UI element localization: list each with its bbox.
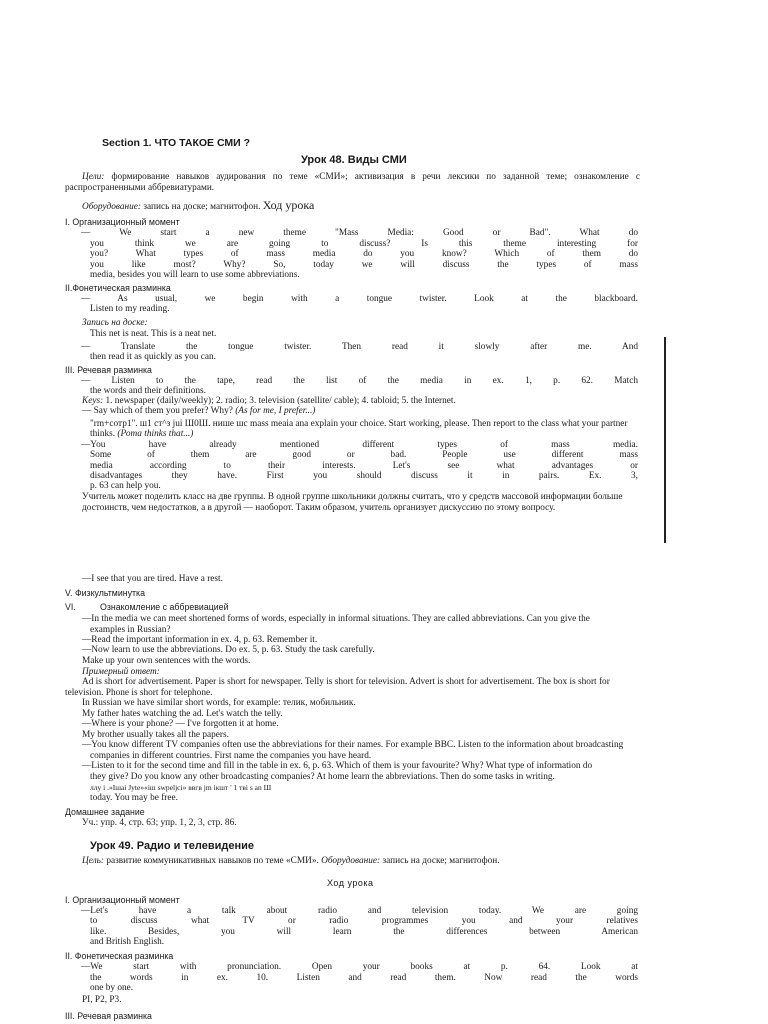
abbr-line-3: —Read the important information in ex. 4, p. 63. Remember it. xyxy=(82,635,318,645)
lesson-49-goal: Цель: развитие коммуникативных навыков по теме «СМИ». Оборудование: запись на доске; магнитофон. xyxy=(82,856,500,866)
speech-line-5: thinks. (Рота thinks that...) xyxy=(90,429,194,439)
abbr-line-15: they give? Do you know any other broadcasting companies? At home learn the abbreviations. Then do some tasks in writing. xyxy=(90,772,555,782)
goal-line-2: распространенными аббревиатурами. xyxy=(65,183,215,193)
tired-line: —I see that you are tired. Have a rest. xyxy=(82,574,223,584)
keys-line: Keys: 1. newspaper (daily/weekly); 2. radio; 3. television (satellite/ cable); 4. tabloid; 5. the Internet. xyxy=(82,396,456,406)
org-moment-line-5: media, besides you will learn to use some abbreviations. xyxy=(90,270,300,280)
l49-org-line-4: and British English. xyxy=(90,937,165,947)
org-moment-line-2: you think we are going to discuss? Is this theme interesting for xyxy=(90,239,638,249)
speech-line-3: — Say which of them you prefer? Why? (As for me, I prefer...) xyxy=(82,406,316,416)
abbr-line-8: In Russian we have similar short words, for example: телик, мобильник. xyxy=(82,698,356,708)
lesson-49-course: Ход урока xyxy=(327,878,374,888)
l49-org-line-1: —Let's have a talk about radio and television today. We are going xyxy=(81,906,638,916)
physical-break-heading: V. Физкультминутка xyxy=(65,588,145,598)
abbr-line-5: Make up your own sentences with the words. xyxy=(82,656,251,666)
org-moment-line-1: — We start a new theme "Mass Media: Good or Bad". What do xyxy=(81,228,638,238)
equipment-line: Оборудование: запись на доске; магнитофон. Ход урока xyxy=(82,198,315,212)
l49-phonetic-heading: II. Фонетическая разминка xyxy=(65,951,174,961)
teacher-note-line-2: достоинств, чем недостатков, а в другой — наоборот. Таким образом, учитель организует дискуссию по этому вопросу. xyxy=(82,503,556,513)
homework-text: Уч.: упр. 4, стр. 63; упр. 1, 2, 3, стр. 86. xyxy=(82,818,237,828)
phonetic-line-3: — Translate the tongue twister. Then read it slowly after me. And xyxy=(81,342,638,352)
org-moment-line-4: you like most? Why? So, today we will discuss the types of mass xyxy=(90,260,638,270)
speech-line-7: Some of them are good or bad. People use different mass xyxy=(90,450,638,460)
board-text: This net is neat. This is a neat net. xyxy=(90,329,217,339)
speech-line-6: —You have already mentioned different types of mass media. xyxy=(81,440,638,450)
l49-phonetic-line-4: PI, P2, P3. xyxy=(82,995,122,1005)
l49-phonetic-line-3: one by one. xyxy=(90,983,134,993)
phonetic-line-1: — As usual, we begin with a tongue twister. Look at the blackboard. xyxy=(81,294,638,304)
abbr-line-4: —Now learn to use the abbreviations. Do ex. 5, p. 63. Study the task carefully. xyxy=(82,645,375,655)
speech-line-2: the words and their definitions. xyxy=(90,386,206,396)
margin-bar xyxy=(664,337,666,543)
speech-line-9: disadvantages they have. First you should discuss it in pairs. Ex. 3, xyxy=(90,471,638,481)
abbr-line-11: My brother usually takes all the papers. xyxy=(82,730,229,740)
abbr-garbled-line: ллу i .»Ішаі Jyte»«іш swpeljci» ввгв jm iкшт ' 1 тві s an Ш xyxy=(90,783,272,792)
speech-garbled-line: "rm+сотр1". ш1 ст^з jui Ш0Ш. нише шс mass meaia ana explain your choice. Start working, please. Then report to the class what your partner xyxy=(90,419,628,429)
l49-org-line-2: to discuss what TV or radio programmes you and your relatives xyxy=(90,916,638,926)
abbr-line-14: —Listen to it for the second time and fill in the table in ex. 6, p. 63. Which of them is your favourite? Why? What type of information do xyxy=(82,761,593,771)
goal-line-1: Цели: формирование навыков аудирования по теме «СМИ»; активизация в речи лексики по заданной теме; ознакомление с xyxy=(82,172,640,182)
org-moment-line-3: you? What types of mass media do you know? Which of them do xyxy=(90,249,638,259)
l49-phonetic-line-1: —We start with pronunciation. Open your books at p. 64. Look at xyxy=(81,962,638,972)
abbr-line-9: My father hates watching the ad. Let's watch the telly. xyxy=(82,709,283,719)
lesson-48-title: Урок 48. Виды СМИ xyxy=(301,154,407,166)
lesson-49-title: Урок 49. Радио и телевидение xyxy=(90,840,255,852)
sample-answer-label: Примерный ответ: xyxy=(82,667,160,677)
board-label: Запись на доске: xyxy=(82,318,148,328)
l49-org-line-3: like. Besides, you will learn the differences between American xyxy=(90,927,638,937)
homework-heading: Домашнее задание xyxy=(65,807,145,817)
l49-speech-heading: III. Речевая разминка xyxy=(65,1011,152,1021)
speech-line-8: media according to their interests. Let's see what advantages or xyxy=(90,461,638,471)
abbreviation-heading-number: VI. xyxy=(65,602,76,612)
abbr-line-17: today. You may be free. xyxy=(90,793,178,803)
speech-warmup-heading: III. Речевая разминка xyxy=(65,365,152,375)
l49-phonetic-line-2: the words in ex. 10. Listen and read them. Now read the words xyxy=(90,973,638,983)
abbr-line-13: companies in different countries. First name the companies you have heard. xyxy=(90,751,372,761)
abbr-line-2: examples in Russian? xyxy=(90,625,171,635)
abbr-line-10: —Where is your phone? — I've forgotten it at home. xyxy=(82,719,279,729)
teacher-note-line-1: Учитель может поделить класс на две группы. В одной группе школьники должны считать, что у средств массовой информации больше xyxy=(82,492,623,502)
abbr-line-12: —You know different TV companies often use the abbreviations for their names. For example BBC. Listen to the information about broadcasting xyxy=(82,740,624,750)
org-moment-heading: I. Организационный момент xyxy=(65,217,180,227)
phonetic-line-2: Listen to my reading. xyxy=(90,304,170,314)
l49-org-heading: I. Организационный момент xyxy=(65,895,180,905)
phonetic-heading: II.Фонетическая разминка xyxy=(65,283,171,293)
speech-line-10: p. 63 can help you. xyxy=(90,481,161,491)
speech-line-1: — Listen to the tape, read the list of the media in ex. 1, p. 62. Match xyxy=(81,376,638,386)
phonetic-line-4: then read it as quickly as you can. xyxy=(90,352,216,362)
section-title: Section 1. ЧТО ТАКОЕ СМИ ? xyxy=(102,137,251,149)
abbr-line-7: television. Phone is short for telephone. xyxy=(65,688,213,698)
abbr-line-1: —In the media we can meet shortened forms of words, especially in informal situations. They are called abbreviations. Can you give the xyxy=(82,614,590,624)
abbr-line-6: Ad is short for advertisement. Paper is short for newspaper. Telly is short for television. Advert is short for advertisement. The box is short for xyxy=(82,677,610,687)
abbreviation-heading: Ознакомление с аббревиацией xyxy=(100,602,229,612)
